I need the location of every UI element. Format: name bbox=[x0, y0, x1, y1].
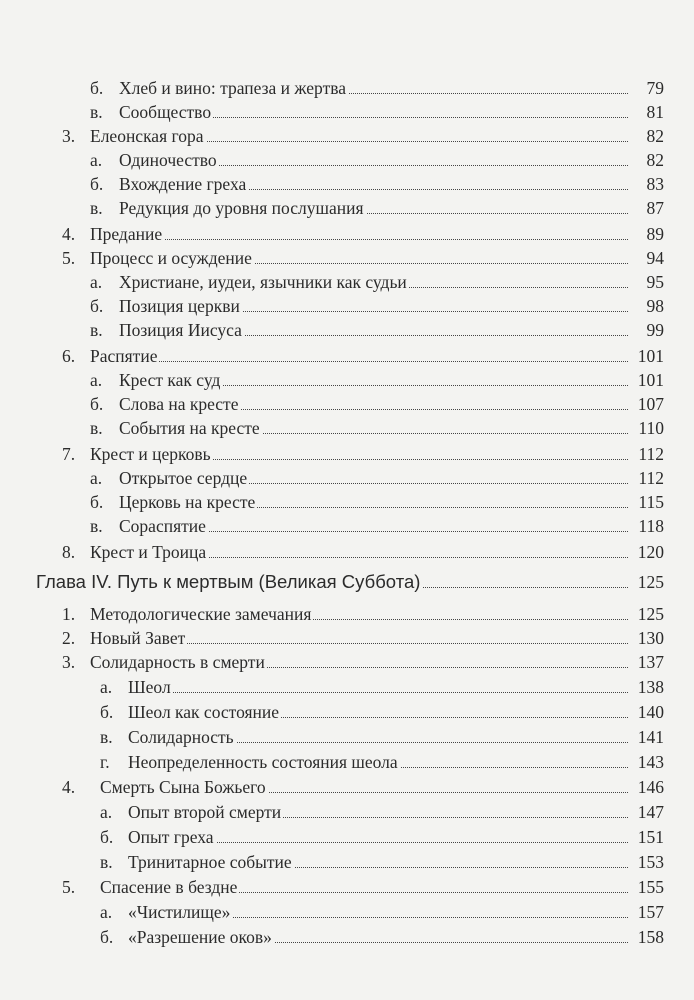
toc-entry-title: «Чистилище» bbox=[128, 902, 231, 922]
toc-entry-title: Слова на кресте bbox=[119, 394, 239, 414]
toc-entry-page: 140 bbox=[634, 700, 664, 724]
toc-entry-title: Распятие bbox=[90, 346, 158, 366]
toc-entry-number: в. bbox=[100, 852, 113, 872]
toc-entry-page: 137 bbox=[634, 650, 664, 674]
toc-entry-title: Неопределенность состояния шеола bbox=[128, 752, 398, 772]
toc-entry-title: Крест и церковь bbox=[90, 444, 211, 464]
toc-entry-title: Новый Завет bbox=[90, 628, 186, 648]
dot-leader bbox=[128, 692, 628, 693]
toc-entry-page: 101 bbox=[634, 368, 664, 392]
toc-entry bbox=[0, 825, 694, 849]
toc-entry-page: 94 bbox=[643, 246, 665, 270]
toc-entry bbox=[0, 148, 694, 172]
toc-entry bbox=[0, 514, 694, 538]
toc-entry-page: 155 bbox=[634, 875, 664, 899]
toc-entry bbox=[0, 368, 694, 392]
toc-entry bbox=[0, 270, 694, 294]
toc-entry-number: б. bbox=[90, 492, 104, 512]
toc-entry-number: 5. bbox=[62, 877, 76, 897]
toc-entry-page: 89 bbox=[643, 222, 665, 246]
toc-entry bbox=[0, 675, 694, 699]
toc-entry-page: 120 bbox=[634, 540, 664, 564]
toc-entry-page: 81 bbox=[643, 100, 665, 124]
toc-entry bbox=[0, 294, 694, 318]
toc-entry-number: а. bbox=[100, 902, 113, 922]
toc-entry bbox=[0, 466, 694, 490]
toc-entry-title: Шеол как состояние bbox=[128, 702, 280, 722]
toc-entry-title: Крест и Троица bbox=[90, 542, 207, 562]
toc-entry-number: в. bbox=[100, 727, 113, 747]
toc-entry-number: б. bbox=[90, 394, 104, 414]
toc-entry-title: Вхождение греха bbox=[119, 174, 247, 194]
toc-entry-number: 5. bbox=[62, 248, 76, 268]
toc-entry-number: 8. bbox=[62, 542, 76, 562]
toc-entry bbox=[0, 172, 694, 196]
toc-entry-number: а. bbox=[90, 150, 103, 170]
toc-entry-title: Солидарность bbox=[128, 727, 234, 747]
toc-entry-page: 79 bbox=[643, 76, 665, 100]
toc-entry-number: а. bbox=[90, 272, 103, 292]
toc-entry-title: Шеол bbox=[128, 677, 171, 697]
toc-entry-number: в. bbox=[90, 102, 103, 122]
toc-entry bbox=[0, 344, 694, 368]
toc-entry-number: в. bbox=[90, 418, 103, 438]
toc-entry-number: 7. bbox=[62, 444, 76, 464]
toc-entry bbox=[0, 800, 694, 824]
toc-entry-page: 101 bbox=[634, 344, 664, 368]
toc-entry bbox=[0, 318, 694, 342]
toc-entry-number: б. bbox=[100, 927, 114, 947]
toc-entry bbox=[0, 700, 694, 724]
dot-leader bbox=[90, 361, 628, 362]
toc-entry-title: Крест как суд bbox=[119, 370, 221, 390]
toc-entry bbox=[0, 416, 694, 440]
toc-entry-page: 82 bbox=[643, 148, 665, 172]
toc-entry bbox=[0, 626, 694, 650]
toc-entry-page: 87 bbox=[643, 196, 665, 220]
toc-entry bbox=[0, 392, 694, 416]
toc-entry-page: 157 bbox=[634, 900, 664, 924]
toc-entry-title: Хлеб и вино: трапеза и жертва bbox=[119, 78, 347, 98]
toc-entry-page: 115 bbox=[634, 490, 664, 514]
toc-entry-number: б. bbox=[90, 78, 104, 98]
toc-entry-number: а. bbox=[100, 677, 113, 697]
toc-entry-title: Солидарность в смерти bbox=[90, 652, 265, 672]
toc-entry-number: б. bbox=[90, 296, 104, 316]
toc-entry bbox=[0, 750, 694, 774]
toc-entry-page: 98 bbox=[643, 294, 665, 318]
toc-entry bbox=[0, 725, 694, 749]
toc-entry-title: Методологические замечания bbox=[90, 604, 312, 624]
toc-entry-title: Предание bbox=[90, 224, 163, 244]
toc-entry bbox=[0, 602, 694, 626]
toc-entry-page: 95 bbox=[643, 270, 665, 294]
toc-entry-title: Сораспятие bbox=[119, 516, 206, 536]
toc-entry-page: 146 bbox=[634, 775, 664, 799]
toc-entry-page: 107 bbox=[634, 392, 664, 416]
toc-entry-page: 138 bbox=[634, 675, 664, 699]
toc-entry-page: 130 bbox=[634, 626, 664, 650]
toc-entry bbox=[0, 875, 694, 899]
toc-entry-number: а. bbox=[90, 468, 103, 488]
toc-entry-page: 118 bbox=[634, 514, 664, 538]
toc-entry-title: Процесс и осуждение bbox=[90, 248, 252, 268]
toc-entry-page: 112 bbox=[634, 442, 664, 466]
toc-entry-title: Христиане, иудеи, язычники как судьи bbox=[119, 272, 407, 292]
toc-entry-title: Опыт греха bbox=[128, 827, 214, 847]
toc-entry-title: Елеонская гора bbox=[90, 126, 204, 146]
toc-entry-page: 153 bbox=[634, 850, 664, 874]
toc-entry-title: Позиция Иисуса bbox=[119, 320, 242, 340]
toc-entry-number: 4. bbox=[62, 224, 76, 244]
toc-entry-title: Сообщество bbox=[119, 102, 212, 122]
toc-entry bbox=[0, 540, 694, 564]
toc-entry-page: 143 bbox=[634, 750, 664, 774]
toc-entry-page: 83 bbox=[643, 172, 665, 196]
toc-entry bbox=[0, 850, 694, 874]
toc-entry-title: События на кресте bbox=[119, 418, 260, 438]
toc-entry-number: 4. bbox=[62, 777, 76, 797]
toc-entry bbox=[0, 246, 694, 270]
toc-entry-number: а. bbox=[90, 370, 103, 390]
toc-entry-title: Спасение в бездне bbox=[100, 877, 238, 897]
toc-entry-number: 3. bbox=[62, 126, 76, 146]
toc-entry-number: б. bbox=[90, 174, 104, 194]
chapter-page: 125 bbox=[634, 570, 664, 594]
toc-entry-page: 147 bbox=[634, 800, 664, 824]
toc-entry-page: 158 bbox=[634, 925, 664, 949]
toc-entry-page: 125 bbox=[634, 602, 664, 626]
toc-entry-title: Одиночество bbox=[119, 150, 217, 170]
toc-entry-number: г. bbox=[100, 752, 110, 772]
toc-entry-page: 110 bbox=[634, 416, 664, 440]
toc-entry-title: Церковь на кресте bbox=[119, 492, 256, 512]
toc-entry-number: 6. bbox=[62, 346, 76, 366]
toc-entry-title: Опыт второй смерти bbox=[128, 802, 282, 822]
toc-entry-page: 99 bbox=[643, 318, 665, 342]
toc-entry-title: Редукция до уровня послушания bbox=[119, 198, 364, 218]
toc-entry-number: в. bbox=[90, 320, 103, 340]
toc-entry-number: в. bbox=[90, 516, 103, 536]
toc-entry-title: «Разрешение оков» bbox=[128, 927, 272, 947]
toc-entry-title: Позиция церкви bbox=[119, 296, 240, 316]
toc-entry-number: 1. bbox=[62, 604, 76, 624]
toc-entry-number: б. bbox=[100, 702, 114, 722]
toc-entry bbox=[0, 490, 694, 514]
toc-entry-page: 112 bbox=[634, 466, 664, 490]
toc-entry bbox=[0, 925, 694, 949]
toc-entry bbox=[0, 222, 694, 246]
toc-entry bbox=[0, 196, 694, 220]
toc-entry-page: 141 bbox=[634, 725, 664, 749]
dot-leader bbox=[90, 239, 628, 240]
chapter-heading bbox=[0, 570, 694, 594]
toc-entry-number: в. bbox=[90, 198, 103, 218]
toc-entry-number: 3. bbox=[62, 652, 76, 672]
toc-entry bbox=[0, 775, 694, 799]
toc-entry bbox=[0, 124, 694, 148]
chapter-title: Глава IV. Путь к мертвым (Великая Суббота) bbox=[36, 571, 421, 592]
toc-entry-number: а. bbox=[100, 802, 113, 822]
toc-entry bbox=[0, 100, 694, 124]
toc-entry-title: Тринитарное событие bbox=[128, 852, 292, 872]
toc-entry-title: Смерть Сына Божьего bbox=[100, 777, 266, 797]
toc-entry-title: Открытое сердце bbox=[119, 468, 248, 488]
toc-entry bbox=[0, 900, 694, 924]
toc-entry bbox=[0, 76, 694, 100]
toc-entry-page: 151 bbox=[634, 825, 664, 849]
toc-entry bbox=[0, 442, 694, 466]
toc-entry bbox=[0, 650, 694, 674]
toc-entry-number: 2. bbox=[62, 628, 76, 648]
toc-entry-number: б. bbox=[100, 827, 114, 847]
toc-entry-page: 82 bbox=[643, 124, 665, 148]
